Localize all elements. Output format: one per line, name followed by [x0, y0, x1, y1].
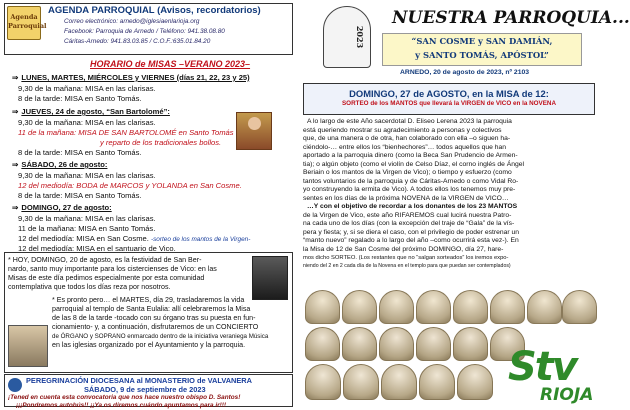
articulo-line-8: tantos voluntarios de la parroquia y de Cáritas-Arnedo o como Vidal Ro- — [303, 177, 519, 185]
articulo-line-7: Beriain o los mantos de la Virgen de Vico); o tiempo y esfuerzo (como — [303, 169, 512, 176]
manto-image — [453, 327, 488, 361]
jueves-heading: ⇒ JUEVES, 24 de agosto, “San Bartolomé”: — [12, 107, 170, 116]
logo-text-1: Agenda — [10, 13, 38, 21]
manto-image — [343, 364, 379, 400]
manto-image — [305, 290, 340, 324]
agenda-parroquial-logo — [7, 6, 47, 40]
manto-image — [527, 290, 562, 324]
articulo-line-15: “manto nuevo” regalado a lo largo del año –como ocurrirá esta vez-). En — [303, 237, 519, 244]
anuncio-1-line-3: Misas de este día pedimos especialmente por esta comunidad — [8, 274, 205, 282]
jueves-line-1: 9,30 de la mañana: MISA en las clarisas. — [18, 118, 156, 127]
domingo-box-subtitle: SORTEO de los MANTOS que llevará la VIRGEN de VICO en la NOVENA — [341, 100, 557, 107]
anuncio-1-line-1: * HOY, DOMINGO, 20 de agosto, es la festividad de San Ber- — [8, 256, 202, 264]
manto-image — [416, 290, 451, 324]
manto-image — [381, 364, 417, 400]
weekdays-line-1: 9,30 de la mañana: MISA en las clarisas. — [18, 84, 156, 93]
manto-image — [453, 290, 488, 324]
nuestra-parroquia-title: NUESTRA PARROQUIA... — [392, 8, 630, 28]
articulo-line-11: …Y con el objetivo de recordar a los donantes de los 23 MANTOS — [307, 203, 518, 210]
jueves-line-2: 11 de la mañana: MISA DE SAN BARTOLOMÉ en Santo Tomás — [18, 128, 234, 137]
articulo-line-14: pera y fiesta; y, si se diera el caso, con el privilegio de poder estrenar un — [303, 228, 519, 236]
horario-title: HORARIO de MISAS –VERANO 2023– — [90, 59, 251, 69]
anuncio-2-line-2: parroquial al templo de Santa Eulalia: allí celebraremos la Misa — [52, 305, 251, 313]
weekdays-line-2: 8 de la tarde: MISA en Santo Tomás. — [18, 94, 142, 103]
manto-image — [305, 327, 340, 361]
jueves-line-3: y reparto de los tradicionales bollos. — [100, 138, 222, 147]
anuncio-2-line-3: de las 8 de la tarde -tocado con su órgano tras su puesta en fun- — [52, 314, 256, 322]
weekdays-heading: ⇒ LUNES, MARTES, MIÉRCOLES y VIERNES (días 21, 22, 23 y 25) — [12, 73, 250, 82]
manto-image — [416, 327, 451, 361]
articulo-line-1: A lo largo de este Año sacerdotal D. Eliseo Lerena 2023 la parroquia — [307, 118, 512, 125]
peregrinacion-line-1: ¡Tened en cuenta esta convocatoria que nos hace nuestro obispo D. Santos! — [8, 394, 241, 401]
anuncio-2-line-4: cionamiento- y, a continuación, disfrutaremos de un CONCIERTO — [52, 323, 259, 331]
san-bartolome-icon — [236, 112, 272, 150]
diocesis-icon — [8, 378, 22, 392]
sabado-line-3: 8 de la tarde: MISA en Santo Tomás. — [18, 191, 142, 200]
articulo-line-5: aportado a la parroquia dinero (como la Beca San Prudencio de Armen- — [303, 152, 518, 159]
articulo-line-13: na cada uno de los días (con la excepción del traje de “Gala” de la vís- — [303, 220, 515, 227]
stv-logo-text: Stv — [508, 344, 577, 390]
articulo-line-4: ciéndolo-… entre ellos los “bienhechores”… todos aquellos que han — [303, 143, 506, 151]
logo-text-2: Parroquial — [8, 22, 47, 30]
badge-year: 2023 — [355, 25, 366, 49]
sabado-line-1: 9,30 de la mañana: MISA en las clarisas. — [18, 171, 156, 180]
sabado-heading: ⇒ SÁBADO, 26 de agosto: — [12, 160, 108, 169]
domingo-line-2: 11 de la mañana: MISA en Santo Tomás. — [18, 224, 156, 233]
anuncio-2-line-1: * Es pronto pero… el MARTES, día 29, trasladaremos la vida — [52, 296, 245, 304]
peregrinacion-line-2: ¡¡¡Pondremos autobús!! ¡¡Ya os diremos cuándo apuntamos para ir!!! — [16, 402, 226, 409]
anuncio-2-line-5: de ÓRGANO y SOPRANO enmarcado dentro de la iniciativa veraniega Música — [52, 333, 269, 340]
santa-eulalia-church-image — [8, 325, 48, 367]
peregrinacion-title-1: PEREGRINACIÓN DIOCESANA al MONASTERIO de VALVANERA — [26, 376, 252, 385]
manto-image — [305, 364, 341, 400]
domingo-line-3: 12 del mediodía: MISA en San Cosme. -sorteo de los mantos de la Virgen- — [18, 234, 251, 243]
agenda-title: AGENDA PARROQUIAL (Avisos, recordatorios) — [48, 5, 261, 16]
san-bernardo-image — [252, 256, 288, 300]
peregrinacion-title-2: SÁBADO, 9 de septiembre de 2023 — [84, 385, 206, 394]
manto-image — [342, 327, 377, 361]
anuncio-2-line-6: en las iglesias organizado por el Ayuntamiento y la parroquia. — [52, 341, 246, 349]
articulo-line-9: yo construyendo la ermita de Vico). A todos ellos los tenemos muy pre- — [303, 186, 516, 193]
caritas-line: Cáritas-Arnedo: 941.83.03.85 / C.O.F.:635.01.84.20 — [64, 38, 211, 45]
manto-image — [342, 290, 377, 324]
domingo-heading: ⇒ DOMINGO, 27 de agosto: — [12, 203, 112, 212]
anuncio-1-line-4: contemplativa que todos los días reza por nosotros. — [8, 283, 171, 291]
saints-line-1: “SAN COSME y SAN DAMIÁN, — [411, 36, 553, 46]
articulo-line-18: niendo del 2 en 2 cada día de la Novena en el templo para que puedan ser contemplados) — [303, 263, 511, 269]
manto-image — [490, 290, 525, 324]
facebook-line: Facebook: Parroquia de Arnedo / Teléfono: 941.38.08.80 — [64, 28, 225, 35]
jueves-line-4: 8 de la tarde: MISA en Santo Tomás. — [18, 148, 142, 157]
articulo-line-17: mos dicho SORTEO. (Los restantes que no “salgan sorteados” los iremos expo- — [303, 255, 509, 261]
anuncio-1-line-2: nardo, santo muy importante para los cistercienses de Vico: en las — [8, 265, 217, 273]
sabado-line-2: 12 del mediodía: BODA de MARCOS y YOLANDA en San Cosme. — [18, 181, 242, 190]
issue-date: ARNEDO, 20 de agosto de 2023, nº 2103 — [400, 69, 530, 76]
manto-image — [379, 290, 414, 324]
domingo-box-title: DOMINGO, 27 de AGOSTO, en la MISA de 12: — [349, 88, 549, 99]
articulo-line-3: que, de una manera o de otra, han colaborado con ella –o siguen ha- — [303, 135, 511, 142]
articulo-line-2: está queriendo mostrar su agradecimiento a personas y colectivos — [303, 126, 502, 134]
articulo-line-16: la Misa de 12 de San Cosme del próximo DOMINGO, día 27, hare- — [303, 245, 504, 253]
manto-image — [379, 327, 414, 361]
rioja-logo-text: RIOJA — [540, 385, 594, 405]
domingo-line-4: 12 del mediodía: MISA en el santuario de Vico. — [18, 244, 176, 253]
manto-image — [419, 364, 455, 400]
articulo-line-6: tia); o algún objeto (como el violín de Celso Díaz, el corno inglés de Ángel — [303, 160, 524, 168]
email-line: Correo electrónico: arnedo@iglesiaenlarioja.org — [64, 18, 200, 25]
manto-image — [457, 364, 493, 400]
domingo-line-1: 9,30 de la mañana: MISA en las clarisas. — [18, 214, 156, 223]
articulo-line-12: de la Virgen de Vico, este año RIFAREMOS cual lucirá nuestra Patro- — [303, 211, 512, 219]
articulo-line-10: sentes en los días de la próxima NOVENA de la VIRGEN de VICO… — [303, 194, 509, 202]
manto-image — [562, 290, 597, 324]
saints-line-2: y SANTO TOMÁS, APÓSTOL” — [415, 50, 549, 60]
